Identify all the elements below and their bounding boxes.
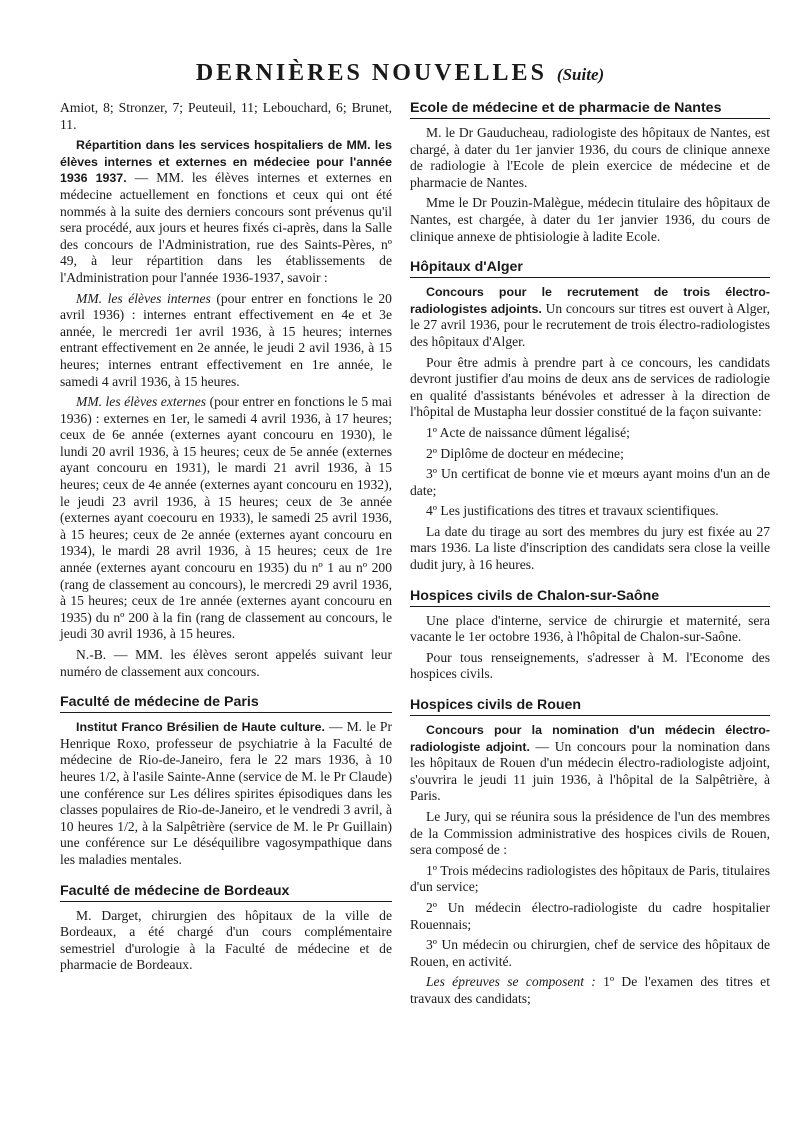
chalon-paragraph-1: Une place d'interne, service de chirurgie et maternité, sera vacante le 1er octobre 1936, à l'hôpital de Chalon-sur-Saône. xyxy=(410,612,770,645)
paris-text: — M. le Pr Henrique Roxo, professeur de psychiatrie à la Faculté de médecine de Rio-de-Janeiro, fera le 22 mars 1936, à 10 heures 1/2, à l'asile Sainte-Anne (service de M. le Pr Claude) une conférence sur Les délires spirites épisodiques dans les classes populaires de Rio-de-Janeiro, et le vendredi 3 avril, à 10 heures 1/2, à la Salpêtrière (service de M. le Pr Guillain) une conférence sur Le déséquilibre vagosympathique dans les maladies mentales. xyxy=(60,719,392,867)
nb-paragraph: N.-B. — MM. les élèves seront appelés suivant leur numéro de classement aux concours. xyxy=(60,647,392,679)
page-title: DERNIÈRES NOUVELLES xyxy=(195,60,547,86)
externes-text: (pour entrer en fonctions le 5 mai 1936) : externes en 1er, le samedi 4 avril 1936, à 17 heures; ceux de 6e année (externes ayant concouru en 1930), le lundi 20 avril 1936, à 15 heures; ceux de 5e année (externes ayant concouru en 1931), le mardi 21 avril 1936, à 15 heures; ceux de 4e année (externes ayant concouru en 1932), le jeudi 23 avril 1936, à 15 heures; ceux de 3e année (externes ayant coecouru en 1933), le samedi 25 avril 1936, à 15 heures; ceux de 2e année (externes ayant concouru en 1934), le mardi 28 avril 1936, à 15 heures; ceux de 1re année (externes ayant concouru en 1935) du nº 1 au nº 200 (rang de classement au concours), le mercredi 29 avril 1936, à 15 heures; ceux de 1re année (externes ayant concouru en 1935) du nº 200 à la fin (rang de classement au concours, le jeudi 30 avril 1936, à 15 heures. xyxy=(60,394,392,642)
alger-lead: Concours pour le recrutement de trois électro-radiologistes adjoints. xyxy=(410,285,770,316)
alger-paragraph-1 xyxy=(410,284,770,350)
repartition-paragraph xyxy=(60,137,392,286)
alger-item: 1º Acte de naissance dûment légalisé; xyxy=(426,424,630,440)
nantes-paragraph-1: M. le Dr Gauducheau, radiologiste des hôpitaux de Nantes, est chargé, à dater du 1er janvier 1936, du cours de clinique annexe de radiologie à l'Ecole de plein exercice de médecine et de pharmacie de Nantes. xyxy=(410,125,770,190)
rouen-section xyxy=(410,697,770,1008)
alger-item: 2º Diplôme de docteur en médecine; xyxy=(426,445,624,461)
internes-paragraph xyxy=(60,291,392,391)
externes-label: MM. les élèves externes xyxy=(76,394,207,410)
alger-text: Un concours sur titres est ouvert à Alger, le 27 avril 1936, pour le recrutement de trois électro-radiologistes des hôpitaux d'Alger. xyxy=(410,300,771,349)
left-column xyxy=(60,100,392,978)
rouen-lead: Concours pour la nomination d'un médecin électro-radiologiste adjoint. xyxy=(410,723,770,754)
rouen-item: 1º Trois médecins radiologistes des hôpitaux de Paris, titulaires d'un service; xyxy=(410,862,770,895)
names-line: Amiot, 8; Stronzer, 7; Peuteuil, 11; Lebouchard, 6; Brunet, 11. xyxy=(60,100,392,132)
paris-paragraph xyxy=(60,719,392,868)
paris-lead: Institut Franco Brésilien de Haute culture. xyxy=(76,720,325,735)
page-title-suite: (Suite) xyxy=(556,65,605,84)
alger-item: 4º Les justifications des titres et travaux scientifiques. xyxy=(426,503,719,519)
nantes-heading: Ecole de médecine et de pharmacie de Nantes xyxy=(410,100,770,119)
alger-item: 3º Un certificat de bonne vie et mœurs ayant moins d'un an de date; xyxy=(410,466,770,498)
bordeaux-heading: Faculté de médecine de Bordeaux xyxy=(60,883,392,902)
nantes-paragraph-2: Mme le Dr Pouzin-Malègue, médecin titulaire des hôpitaux de Nantes, est chargée, à dater du 1er janvier 1936, du cours de clinique annexe de phtisiologie à ladite Ecole. xyxy=(410,195,770,244)
chalon-section xyxy=(410,588,770,683)
rouen-item: 3º Un médecin ou chirurgien, chef de service des hôpitaux de Rouen, en activité. xyxy=(410,937,770,969)
rouen-epreuves-label: Les épreuves se composent : xyxy=(426,974,596,990)
rouen-epreuves-paragraph xyxy=(410,974,770,1007)
rouen-item: 2º Un médecin électro-radiologiste du cadre hospitalier Rouennais; xyxy=(410,899,770,932)
repartition-lead: Répartition dans les services hospitaliers de MM. les élèves internes et externes en médeciee pour l'année 1936 1937. xyxy=(60,138,392,186)
alger-section xyxy=(410,259,770,574)
paris-heading: Faculté de médecine de Paris xyxy=(60,694,392,713)
alger-heading: Hôpitaux d'Alger xyxy=(410,259,770,278)
nantes-section xyxy=(410,100,770,245)
right-column xyxy=(410,100,770,1012)
rouen-paragraph-2: Le Jury, qui se réunira sous la présidence de l'un des membres de la Commission administrative des hospices civils de Rouen, sera composé de : xyxy=(410,809,770,858)
internes-text: (pour entrer en fonctions le 20 avril 1936) : internes entrant effectivement en 4e et 3e année, le mercredi 1er avril 1936, à 15 heures; internes entrant effectivement en 2e année, le jeudi 2 avil 1936, à 15 heures; internes entrant effectivement en 1re année, le samedi 4 avril 1936, à 15 heures. xyxy=(60,290,392,389)
bordeaux-section xyxy=(60,883,392,974)
chalon-paragraph-2: Pour tous renseignements, s'adresser à M. l'Econome des hospices civils. xyxy=(410,649,770,682)
rouen-heading: Hospices civils de Rouen xyxy=(410,697,770,716)
paris-section xyxy=(60,694,392,868)
alger-paragraph-2: Pour être admis à prendre part à ce concours, les candidats devront justifier d'au moins de deux ans de services de radiologie en qualité d'assistants bénévoles et adresser à la direction de l'hôpital de Mustapha leur dossier constitué de la façon suivante: xyxy=(410,354,770,420)
internes-label: MM. les élèves internes xyxy=(76,290,211,306)
chalon-heading: Hospices civils de Chalon-sur-Saône xyxy=(410,588,770,607)
alger-paragraph-3: La date du tirage au sort des membres du jury est fixée au 27 mars 1936. La liste d'inscription des candidats sera close la veille dudit jury, à 16 heures. xyxy=(410,523,770,573)
rouen-paragraph-1 xyxy=(410,722,770,805)
page-header xyxy=(0,60,800,87)
repartition-text: — MM. les élèves internes et externes en médecine actuellement en fonctions et ceux qui ont été nommés à la suite des derniers concours sont prévenus qu'il sera procédé, aux jours et heures fixés ci-après, dans la Salle des concours de l'Administration, rue des Saints-Pères, nº 49, à leur répartition dans les établissements de l'Administration pour l'année 1936-1937, savoir : xyxy=(60,170,393,285)
externes-paragraph xyxy=(60,394,392,643)
rouen-epreuves-text: 1º De l'examen des titres et travaux des candidats; xyxy=(410,974,770,1006)
bordeaux-paragraph: M. Darget, chirurgien des hôpitaux de la ville de Bordeaux, a été chargé d'un cours complémentaire semestriel d'urologie à la Faculté de médecine et de pharmacie de Bordeaux. xyxy=(60,907,392,973)
rouen-text: — Un concours pour la nomination dans les hôpitaux de Rouen d'un médecin électro-radiologiste adjoint, s'ouvrira le jeudi 11 juin 1936, à l'hôpital de la Salpêtrière, à Paris. xyxy=(410,738,770,804)
